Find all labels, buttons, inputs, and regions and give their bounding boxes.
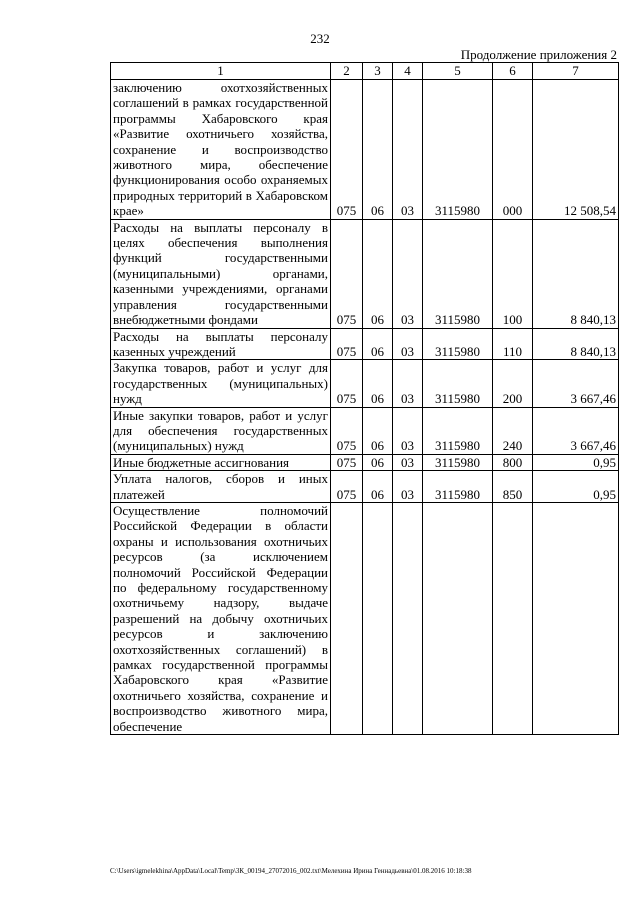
row-section-code: 06 — [363, 219, 393, 328]
row-subsection-code: 03 — [393, 471, 423, 503]
header-col-5: 5 — [423, 63, 493, 80]
row-subsection-code: 03 — [393, 80, 423, 220]
table-row — [111, 80, 619, 220]
row-amount: 8 840,13 — [533, 219, 619, 328]
row-section-code: 06 — [363, 471, 393, 503]
row-target-code: 3115980 — [423, 407, 493, 454]
row-section-code — [363, 502, 393, 734]
row-ministry-code: 075 — [331, 80, 363, 220]
row-subsection-code: 03 — [393, 454, 423, 470]
row-expense-type: 240 — [493, 407, 533, 454]
row-section-code: 06 — [363, 407, 393, 454]
row-amount: 8 840,13 — [533, 328, 619, 360]
row-amount: 3 667,46 — [533, 360, 619, 407]
row-section-code: 06 — [363, 360, 393, 407]
header-col-7: 7 — [533, 63, 619, 80]
row-subsection-code: 03 — [393, 407, 423, 454]
row-amount: 0,95 — [533, 471, 619, 503]
row-expense-type: 100 — [493, 219, 533, 328]
table-row — [111, 328, 619, 360]
row-ministry-code: 075 — [331, 407, 363, 454]
row-description: Осуществление полномочий Российской Федерации в области охраны и использования охотничьих ресурсов (за исключением полномочий Российской Федерации по федеральному государственному охотничьему надзору, выдаче разрешений на добычу охотничьих ресурсов и заключению охотхозяйственных соглашений) в рамках государственной программы Хабаровского края «Развитие охотничьего хозяйства, сохранение и воспроизводство животного мира, обеспечение — [111, 502, 331, 734]
row-target-code: 3115980 — [423, 454, 493, 470]
header-col-2: 2 — [331, 63, 363, 80]
row-subsection-code: 03 — [393, 360, 423, 407]
table-row — [111, 471, 619, 503]
table-row — [111, 360, 619, 407]
row-expense-type — [493, 502, 533, 734]
row-expense-type: 000 — [493, 80, 533, 220]
table-row — [111, 454, 619, 470]
row-target-code: 3115980 — [423, 328, 493, 360]
row-amount — [533, 502, 619, 734]
continuation-title: Продолжение приложения 2 — [460, 47, 617, 62]
row-description: Иные бюджетные ассигнования — [111, 454, 331, 470]
header-col-1: 1 — [111, 63, 331, 80]
row-ministry-code: 075 — [331, 360, 363, 407]
row-ministry-code: 075 — [331, 471, 363, 503]
row-description: Закупка товаров, работ и услуг для государственных (муниципальных) нужд — [111, 360, 331, 407]
footer-file-path: C:\Users\igmelekhina\AppData\Local\Temp\3К_00194_27072016_002.txt\Мелехина Ирина Геннадьевна\01.08.2016 10:18:38 — [110, 867, 472, 875]
row-target-code — [423, 502, 493, 734]
table-header-row — [111, 63, 619, 80]
table-row — [111, 502, 619, 734]
row-target-code: 3115980 — [423, 471, 493, 503]
page-number: 232 — [310, 31, 330, 46]
header-col-6: 6 — [493, 63, 533, 80]
row-target-code: 3115980 — [423, 80, 493, 220]
row-ministry-code: 075 — [331, 328, 363, 360]
row-amount: 12 508,54 — [533, 80, 619, 220]
row-subsection-code: 03 — [393, 328, 423, 360]
row-subsection-code — [393, 502, 423, 734]
row-amount: 3 667,46 — [533, 407, 619, 454]
row-description: заключению охотхозяйственных соглашений в рамках государственной программы Хабаровского края «Развитие охотничьего хозяйства, сохранение и воспроизводство животного мира, обеспечение функционирования особо охраняемых природных территорий в Хабаровском крае» — [111, 80, 331, 220]
row-target-code: 3115980 — [423, 360, 493, 407]
header-col-4: 4 — [393, 63, 423, 80]
row-ministry-code: 075 — [331, 219, 363, 328]
row-section-code: 06 — [363, 328, 393, 360]
row-description: Уплата налогов, сборов и иных платежей — [111, 471, 331, 503]
budget-table — [110, 62, 619, 735]
row-target-code: 3115980 — [423, 219, 493, 328]
row-amount: 0,95 — [533, 454, 619, 470]
row-ministry-code: 075 — [331, 454, 363, 470]
row-subsection-code: 03 — [393, 219, 423, 328]
row-description: Расходы на выплаты персоналу в целях обеспечения выполнения функций государственными (муниципальными) органами, казенными учреждениями, органами управления государственными внебюджетными фондами — [111, 219, 331, 328]
table-row — [111, 407, 619, 454]
table-row — [111, 219, 619, 328]
row-section-code: 06 — [363, 454, 393, 470]
row-description: Расходы на выплаты персоналу казенных учреждений — [111, 328, 331, 360]
row-expense-type: 200 — [493, 360, 533, 407]
header-col-3: 3 — [363, 63, 393, 80]
row-section-code: 06 — [363, 80, 393, 220]
row-expense-type: 850 — [493, 471, 533, 503]
row-ministry-code — [331, 502, 363, 734]
row-expense-type: 110 — [493, 328, 533, 360]
row-description: Иные закупки товаров, работ и услуг для обеспечения государственных (муниципальных) нужд — [111, 407, 331, 454]
row-expense-type: 800 — [493, 454, 533, 470]
